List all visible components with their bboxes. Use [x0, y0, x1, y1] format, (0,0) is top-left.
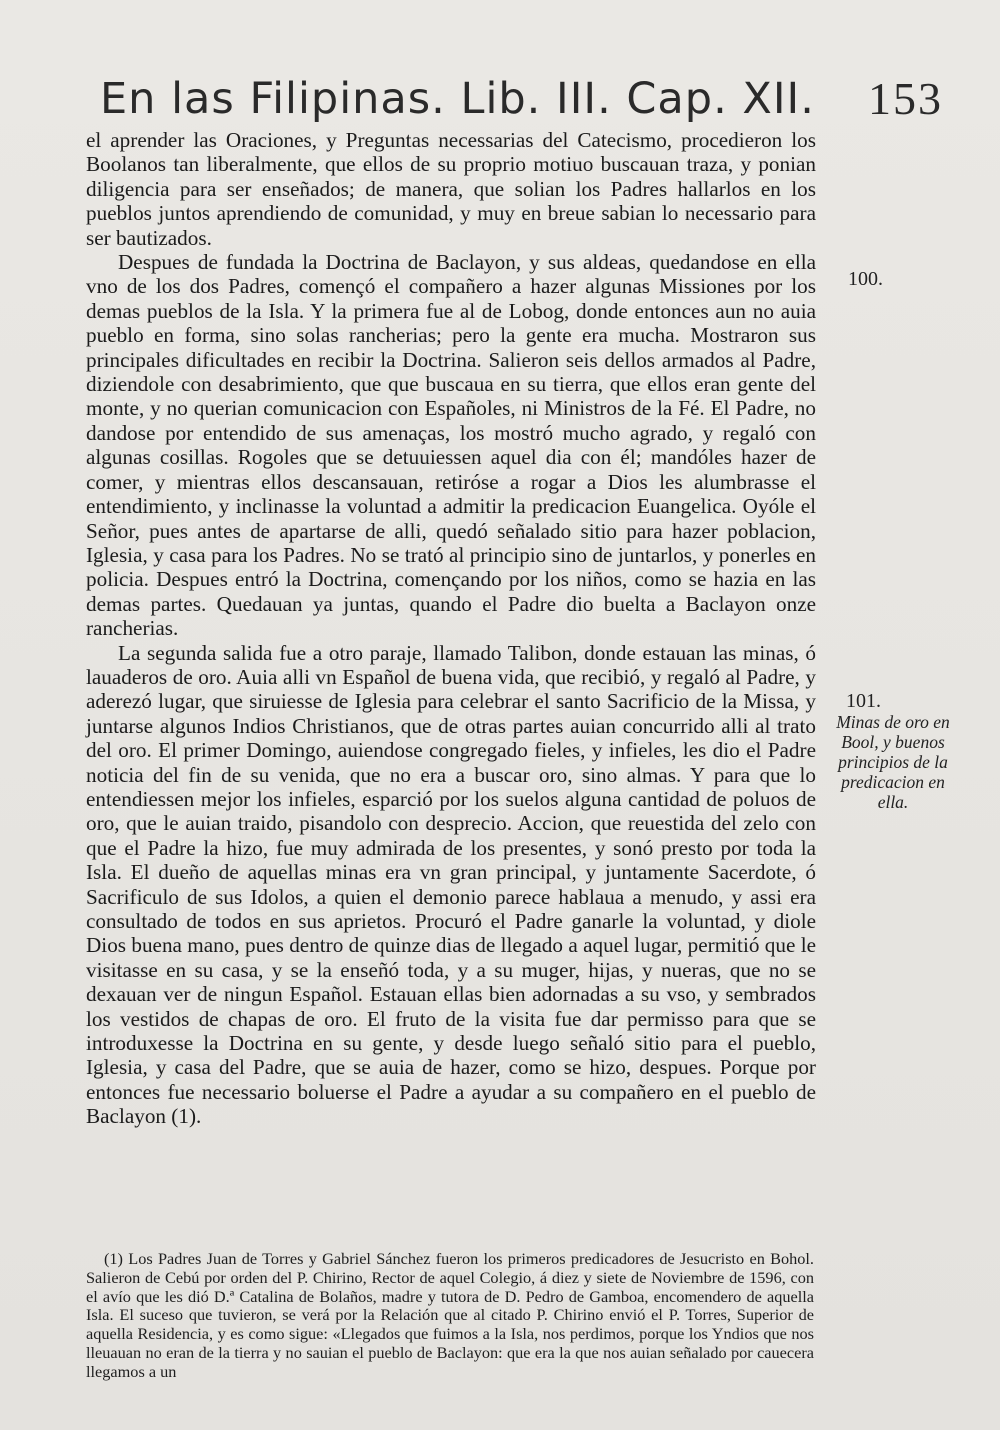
paragraph-1: el aprender las Oraciones, y Preguntas necessarias del Catecismo, procedieron los Boolanos tan liberalmente, que ellos de su proprio motiuo buscauan traza, y ponian diligencia para ser enseñados; de manera, que solian los Padres hallarlos en los pueblos juntos aprendiendo de comunidad, y muy en breue sabian lo necessario para ser bautizados.	[86, 128, 816, 250]
paragraph-2: Despues de fundada la Doctrina de Baclayon, y sus aldeas, quedandose en ella vno de los dos Padres, començó el compañero a hazer algunas Missiones por los demas pueblos de la Isla. Y la primera fue al de Lobog, donde entonces aun no auia pueblo en forma, sino solas rancherias; pero la gente era mucha. Mostraron sus principales dificultades en recibir la Doctrina. Salieron seis dellos armados al Padre, diziendole con desabrimiento, que que buscaua en su tierra, que ellos eran gente del monte, y no querian comunicacion con Españoles, ni Ministros de la Fé. El Padre, no dandose por entendido de sus amenaças, los mostró mucho agrado, y regaló con algunas cosillas. Rogoles que se detuuiessen aquel dia con él; mandóles hazer de comer, y mientras ellos descansauan, retiróse a rogar a Dios les alumbrasse el entendimiento, y inclinasse la voluntad a admitir la predicacion Euangelica. Oyóle el Señor, pues antes de apartarse de alli, quedó señalado sitio para hazer poblacion, Iglesia, y casa para los Padres. No se trató al principio sino de juntarlos, y ponerles en policia. Despues entró la Doctrina, començando por los niños, como se hazia en las demas partes. Quedauan ya juntas, quando el Padre dio buelta a Baclayon onze rancherias.	[86, 250, 816, 641]
margin-number-101: 101.	[846, 690, 881, 712]
margin-number-100: 100.	[848, 268, 883, 290]
main-text	[86, 128, 816, 1129]
running-title: En las Filipinas. Lib. III. Cap. XII.	[100, 74, 815, 124]
footnote-text: (1) Los Padres Juan de Torres y Gabriel Sánchez fueron los primeros predicadores de Jesucristo en Bohol. Salieron de Cebú por orden del P. Chirino, Rector de aquel Colegio, á diez y siete de Noviembre de 1596, con el avío que les dió D.ª Catalina de Bolaños, madre y tutora de D. Pedro de Gamboa, encomendero de aquella Isla. El suceso que tuvieron, se verá por la Relación que al citado P. Chirino envió el P. Torres, Superior de aquella Residencia, y es como sigue: «Llegados que fuimos a la Isla, nos perdimos, porque los Yndios que nos lleuauan no eran de la tierra y no sauian el pueblo de Baclayon: que era la que nos auian señalado por cauecera llegamos a un	[86, 1249, 814, 1381]
footnote	[86, 1250, 814, 1382]
margin-gloss-101: Minas de oro en Bool, y buenos principios de la predicacion en ella.	[836, 712, 950, 812]
page-number: 153	[868, 73, 943, 124]
paragraph-3: La segunda salida fue a otro paraje, llamado Talibon, donde estauan las minas, ó lauaderos de oro. Auia alli vn Español de buena vida, que recibió, y regaló al Padre, y aderezó lugar, que siruiesse de Iglesia para celebrar el santo Sacrificio de la Missa, y juntarse algunos Indios Christianos, que de otras partes auian concurrido alli al trato del oro. El primer Domingo, auiendose congregado fieles, y infieles, les dio el Padre noticia del fin de su venida, que no era a buscar oro, sino almas. Y para que lo entendiessen mejor los infieles, esparció por los suelos alguna cantidad de poluos de oro, que le auian traido, pisandolo con desprecio. Accion, que reuestida del zelo con que el Padre la hizo, fue muy admirada de los presentes, y sonó presto por toda la Isla. El dueño de aquellas minas era vn gran principal, y juntamente Sacerdote, ó Sacrificulo de sus Idolos, a quien el demonio parece hablaua a menudo, y assi era consultado de todos en sus aprietos. Procuró el Padre ganarle la voluntad, y diole Dios buena mano, pues dentro de quinze dias de llegado a aquel lugar, permitió que le visitasse en su casa, y se la enseñó toda, y a su muger, hijas, y nueras, que no se dexauan ver de ningun Español. Estauan ellas bien adornadas a su vso, y sembrados los vestidos de chapas de oro. El fruto de la visita fue dar permisso para que se introduxesse la Doctrina en su gente, y desde luego señaló sitio para el pueblo, Iglesia, y casa del Padre, que se auia de hazer, como se hizo, despues. Porque por entonces fue necessario boluerse el Padre a ayudar a su compañero en el pueblo de Baclayon (1).	[86, 640, 816, 1129]
